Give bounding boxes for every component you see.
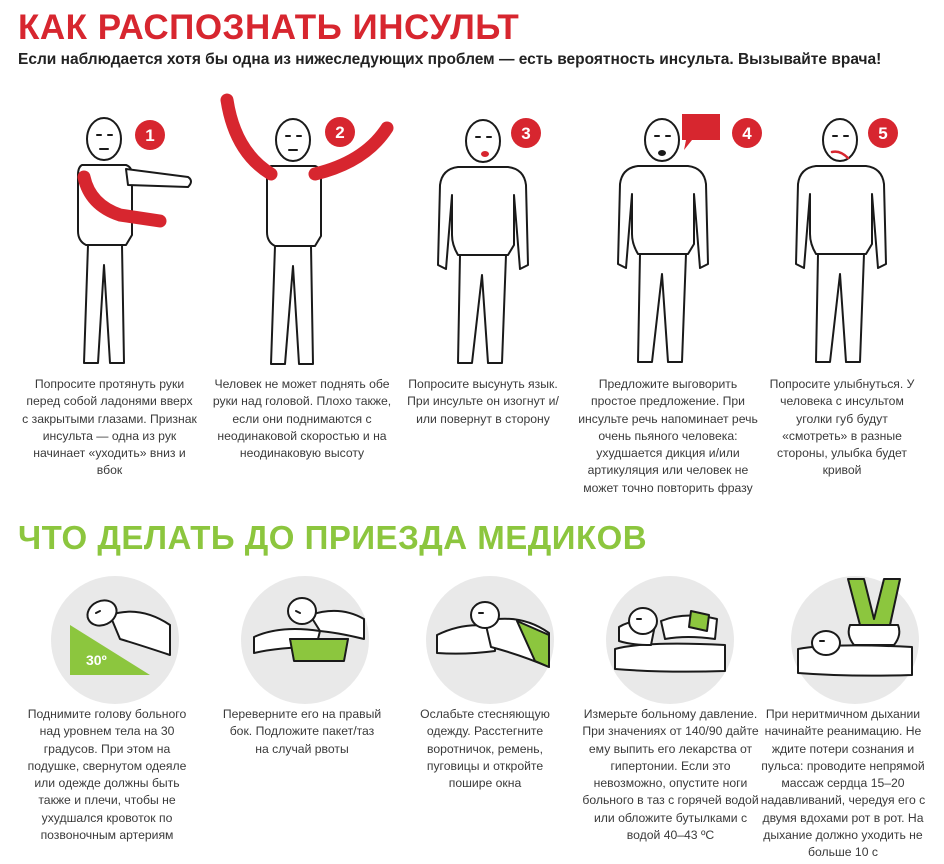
- figure-sign-1: [60, 105, 210, 370]
- badge-number-5: 5: [878, 124, 888, 143]
- sign-5-caption: Попросите улыбнуться. У человека с инсультом уголки губ будут «смотреть» в разные стороны, улыбка будет кривой: [769, 377, 915, 478]
- figure-action-2: [240, 575, 370, 705]
- angle-label: 30º: [86, 652, 107, 668]
- action-5-caption: При неритмичном дыхании начинайте реанимацию. Не ждите потери сознания и пульса: проводите непрямой массаж сердца 15–20 надавливаний, чередуя его с двумя вдохами рот в рот. На дыхание должно уходить не больше 10 с: [760, 707, 926, 860]
- figure-sign-3: [428, 105, 563, 370]
- badge-number-2: 2: [335, 123, 345, 142]
- figure-action-3: [425, 575, 555, 705]
- action-2-caption: Переверните его на правый бок. Подложите пакет/таз на случай рвоты: [222, 707, 382, 756]
- sign-3-caption: Попросите высунуть язык. При инсульте он изогнут и/или повернут в сторону: [407, 377, 559, 426]
- page-title: КАК РАСПОЗНАТЬ ИНСУЛЬТ: [18, 8, 520, 47]
- sign-1-caption: Попросите протянуть руки перед собой ладонями вверх с закрытыми глазами. Признак инсульта — одна из рук начинает «уходить» вниз и вбок: [22, 377, 197, 478]
- figure-action-1: [50, 575, 180, 705]
- action-4-caption: Измерьте больному давление. При значениях от 140/90 дайте ему выпить его лекарства от гипертонии. Если это невозможно, опустите ноги больного в таз с горячей водой или обложите бутылками с водой 40–43 ºС: [582, 707, 759, 843]
- page-subtitle: Если наблюдается хотя бы одна из нижеследующих проблем — есть вероятность инсульта. Вызывайте врача!: [18, 51, 882, 68]
- figure-action-4: [605, 575, 735, 705]
- action-3-caption: Ослабьте стесняющую одежду. Расстегните воротничок, ремень, пуговицы и откройте пошире окна: [420, 707, 550, 791]
- speech-bubble-icon: [682, 114, 720, 150]
- badge-number-1: 1: [145, 126, 155, 145]
- action-1-caption: Поднимите голову больного над уровнем тела на 30 градусов. При этом на подушке, свернутом одеяле или одежде должны быть также и плечи, чтобы не ухудшался кровоток по позвоночным артериям: [27, 707, 187, 843]
- badge-number-3: 3: [521, 124, 531, 143]
- badge-number-4: 4: [742, 124, 752, 143]
- figure-sign-4: [610, 110, 770, 370]
- figure-action-5: [790, 575, 920, 705]
- section-title: ЧТО ДЕЛАТЬ ДО ПРИЕЗДА МЕДИКОВ: [18, 519, 648, 556]
- sign-4-caption: Предложите выговорить простое предложение. При инсульте речь напоминает речь очень пьяного человека: ухудшается дикция и/или артикуляция или человек не может точно повторить фразу: [578, 377, 758, 495]
- sign-2-caption: Человек не может поднять обе руки над головой. Плохо также, если они поднимаются с неодинаковой скоростью и на неодинаковую высоту: [212, 377, 392, 461]
- figure-sign-2: [215, 92, 400, 370]
- figure-sign-5: [788, 110, 923, 370]
